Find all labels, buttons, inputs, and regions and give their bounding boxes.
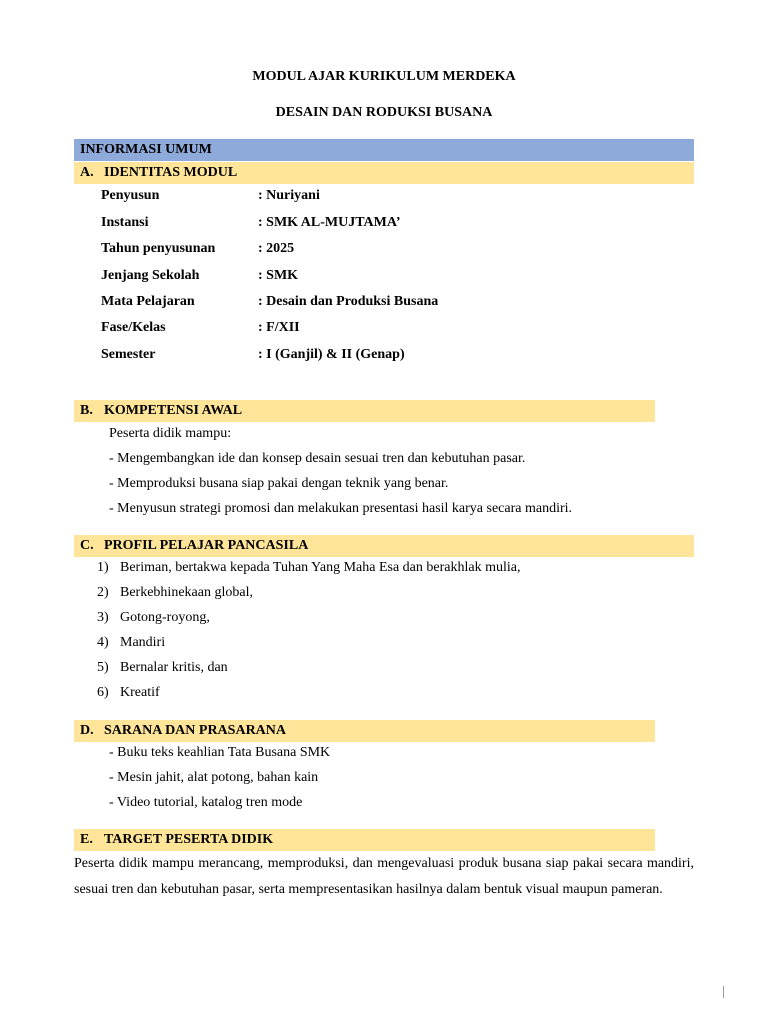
section-b-title: KOMPETENSI AWAL <box>104 403 243 418</box>
section-c-header <box>74 535 694 557</box>
identity-value-penyusun: : Nuriyani <box>258 188 320 203</box>
identity-value-tahun: : 2025 <box>258 241 295 256</box>
section-e-heading <box>80 832 273 848</box>
section-b-letter: B. <box>80 403 93 418</box>
list-item: Berkebhinekaan global, <box>120 585 253 600</box>
identity-label-mapel: Mata Pelajaran <box>101 294 195 309</box>
kompetensi-item: - Memproduksi busana siap pakai dengan teknik yang benar. <box>109 476 449 491</box>
target-paragraph: Peserta didik mampu merancang, memproduksi, dan mengevaluasi produk busana siap pakai secara mandiri, sesuai tren dan kebutuhan pasar, serta mempresentasikan hasilnya dalam bentuk visual maupun pameran. <box>74 856 694 897</box>
kompetensi-item: - Mengembangkan ide dan konsep desain sesuai tren dan kebutuhan pasar. <box>109 451 526 466</box>
list-item-number: 6) <box>97 685 109 700</box>
section-a-heading <box>80 165 237 181</box>
kompetensi-intro: Peserta didik mampu: <box>109 426 232 441</box>
section-d-letter: D. <box>80 723 94 738</box>
document-title: MODUL AJAR KURIKULUM MERDEKA <box>252 69 516 84</box>
identity-label-instansi: Instansi <box>101 215 149 230</box>
section-a-title: IDENTITAS MODUL <box>104 165 238 180</box>
identity-value-mapel: : Desain dan Produksi Busana <box>258 294 439 309</box>
identity-value-fase: : F/XII <box>258 320 300 335</box>
informasi-umum-header <box>74 139 694 161</box>
section-e-header <box>74 829 655 851</box>
identity-label-jenjang: Jenjang Sekolah <box>101 268 200 283</box>
section-c-title: PROFIL PELAJAR PANCASILA <box>104 538 309 553</box>
identity-label-fase: Fase/Kelas <box>101 320 166 335</box>
section-b-header <box>74 400 655 422</box>
identity-label-semester: Semester <box>101 347 156 362</box>
section-a-letter: A. <box>80 165 94 180</box>
list-item: Gotong-royong, <box>120 610 210 625</box>
sarana-item: - Mesin jahit, alat potong, bahan kain <box>109 770 319 785</box>
identity-label-penyusun: Penyusun <box>101 188 160 203</box>
section-c-letter: C. <box>80 538 94 553</box>
list-item: Mandiri <box>120 635 166 650</box>
list-item-number: 4) <box>97 635 109 650</box>
list-item: Kreatif <box>120 685 160 700</box>
identity-value-semester: : I (Ganjil) & II (Genap) <box>258 347 405 362</box>
section-c-heading <box>80 538 308 554</box>
list-item-number: 5) <box>97 660 109 675</box>
section-d-heading <box>80 723 286 739</box>
sarana-item: - Video tutorial, katalog tren mode <box>109 795 303 810</box>
kompetensi-item: - Menyusun strategi promosi dan melakukan presentasi hasil karya secara mandiri. <box>109 501 573 516</box>
list-item-number: 2) <box>97 585 109 600</box>
sarana-item: - Buku teks keahlian Tata Busana SMK <box>109 745 331 760</box>
section-b-heading <box>80 403 242 419</box>
identity-label-tahun: Tahun penyusunan <box>101 241 216 256</box>
document-subtitle: DESAIN DAN RODUKSI BUSANA <box>275 105 493 120</box>
section-d-header <box>74 720 655 742</box>
section-e-letter: E. <box>80 832 93 847</box>
list-item: Bernalar kritis, dan <box>120 660 228 675</box>
identity-value-instansi: : SMK AL-MUJTAMA’ <box>258 215 401 230</box>
identity-value-jenjang: : SMK <box>258 268 299 283</box>
section-e-title: TARGET PESERTA DIDIK <box>104 832 274 847</box>
section-d-title: SARANA DAN PRASARANA <box>104 723 287 738</box>
list-item-number: 1) <box>97 560 109 575</box>
section-a-header <box>74 162 694 184</box>
list-item: Beriman, bertakwa kepada Tuhan Yang Maha Esa dan berakhlak mulia, <box>120 560 521 575</box>
page-edge-marker <box>723 986 724 998</box>
informasi-umum-label: INFORMASI UMUM <box>80 142 212 157</box>
list-item-number: 3) <box>97 610 109 625</box>
